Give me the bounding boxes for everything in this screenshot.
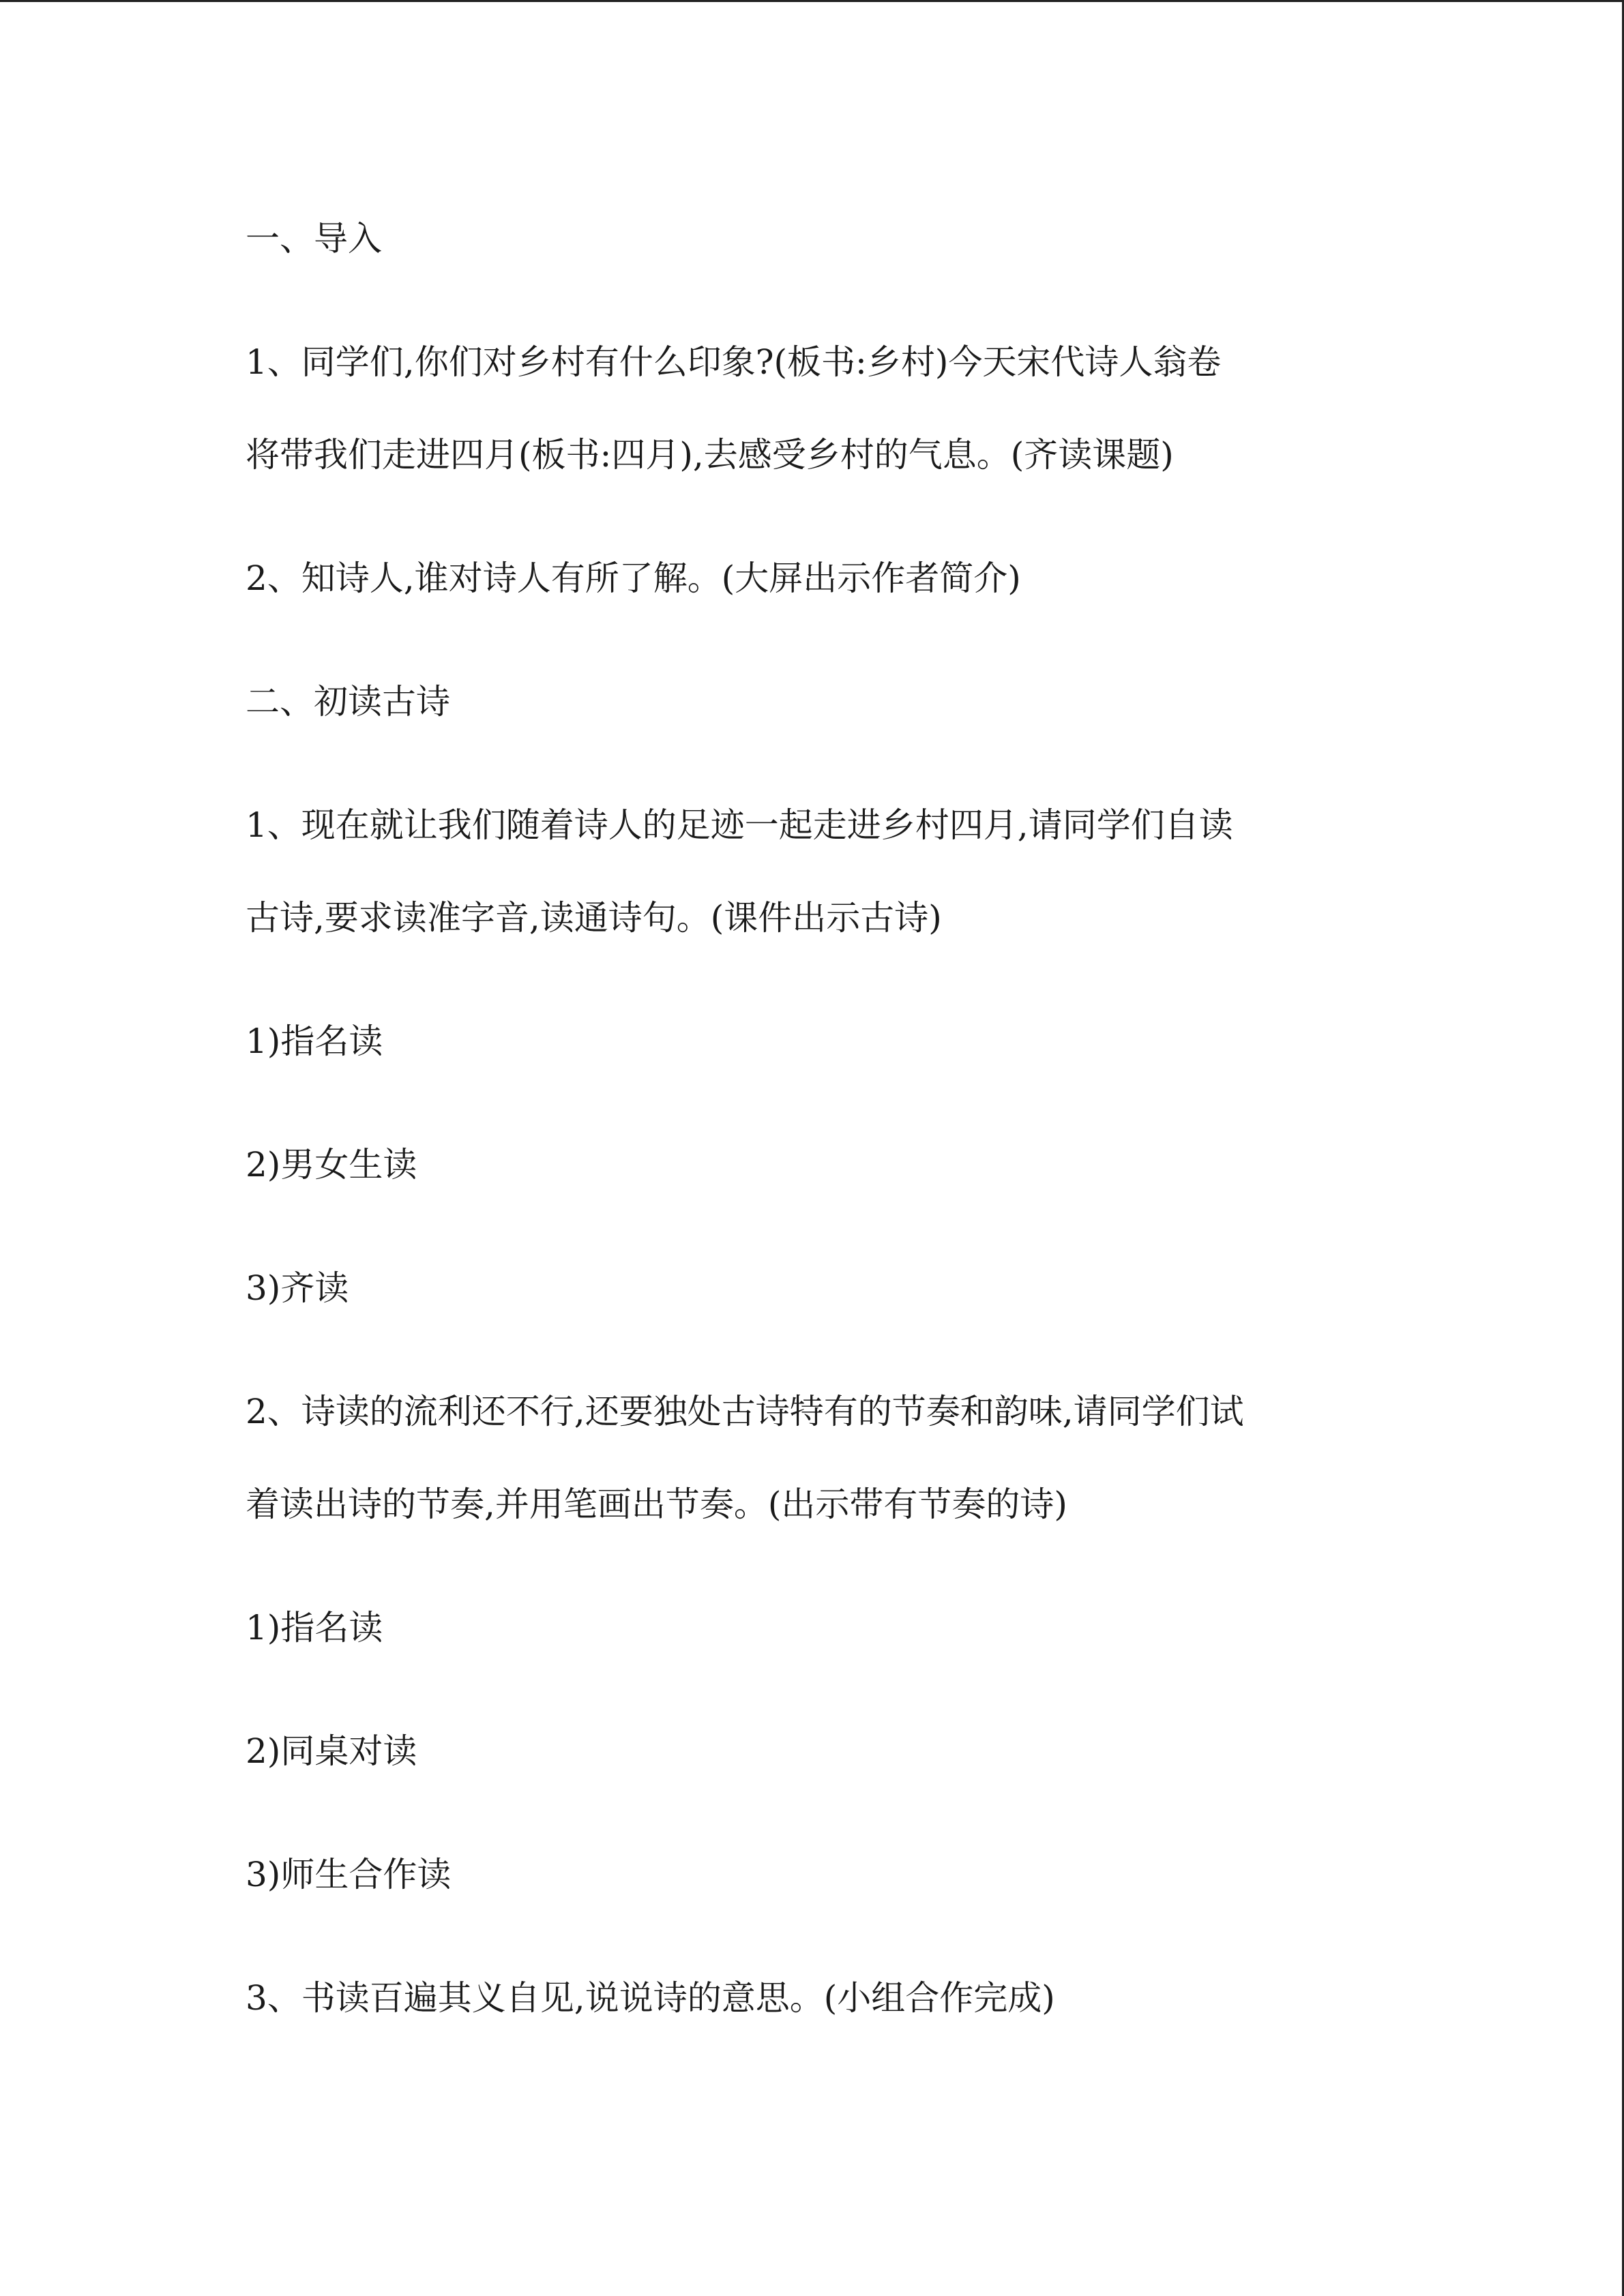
text-line: 1)指名读 bbox=[246, 1022, 383, 1061]
text-line: 一、导入 bbox=[246, 219, 382, 258]
list-item bbox=[246, 1720, 1405, 1782]
text-line: 将带我们走进四月(板书:四月),去感受乡村的气息。(齐读课题) bbox=[246, 435, 1174, 475]
list-item bbox=[246, 1011, 1405, 1072]
paragraph-2 bbox=[246, 548, 1405, 609]
text-line: 2、诗读的流利还不行,还要独处古诗特有的节奏和韵味,请同学们试 bbox=[246, 1392, 1244, 1431]
section-heading-intro bbox=[246, 208, 1405, 269]
list-item bbox=[246, 1134, 1405, 1195]
text-line: 3)师生合作读 bbox=[246, 1855, 452, 1894]
list-item bbox=[246, 1257, 1405, 1319]
list-item bbox=[246, 1844, 1405, 1905]
paragraph-5 bbox=[246, 1967, 1405, 2029]
text-line: 二、初读古诗 bbox=[246, 682, 450, 721]
section-heading-first-reading bbox=[246, 671, 1405, 732]
text-line: 2、知诗人,谁对诗人有所了解。(大屏出示作者简介) bbox=[246, 558, 1021, 598]
text-line: 1、同学们,你们对乡村有什么印象?(板书:乡村)今天宋代诗人翁卷 bbox=[246, 342, 1222, 382]
paragraph-4 bbox=[246, 1365, 1405, 1551]
text-line: 3、书读百遍其义自见,说说诗的意思。(小组合作完成) bbox=[246, 1978, 1055, 2018]
text-line: 1)指名读 bbox=[246, 1608, 383, 1648]
text-line: 1、现在就让我们随着诗人的足迹一起走进乡村四月,请同学们自读 bbox=[246, 805, 1233, 845]
paragraph-1 bbox=[246, 316, 1405, 501]
text-line: 古诗,要求读准字音,读通诗句。(课件出示古诗) bbox=[246, 898, 942, 938]
paragraph-3 bbox=[246, 779, 1405, 964]
list-item bbox=[246, 1597, 1405, 1658]
text-line: 着读出诗的节奏,并用笔画出节奏。(出示带有节奏的诗) bbox=[246, 1485, 1067, 1524]
document-body bbox=[246, 208, 1405, 2091]
text-line: 2)同桌对读 bbox=[246, 1731, 417, 1771]
text-line: 2)男女生读 bbox=[246, 1145, 417, 1184]
page-top-border bbox=[0, 0, 1624, 2]
text-line: 3)齐读 bbox=[246, 1268, 349, 1308]
